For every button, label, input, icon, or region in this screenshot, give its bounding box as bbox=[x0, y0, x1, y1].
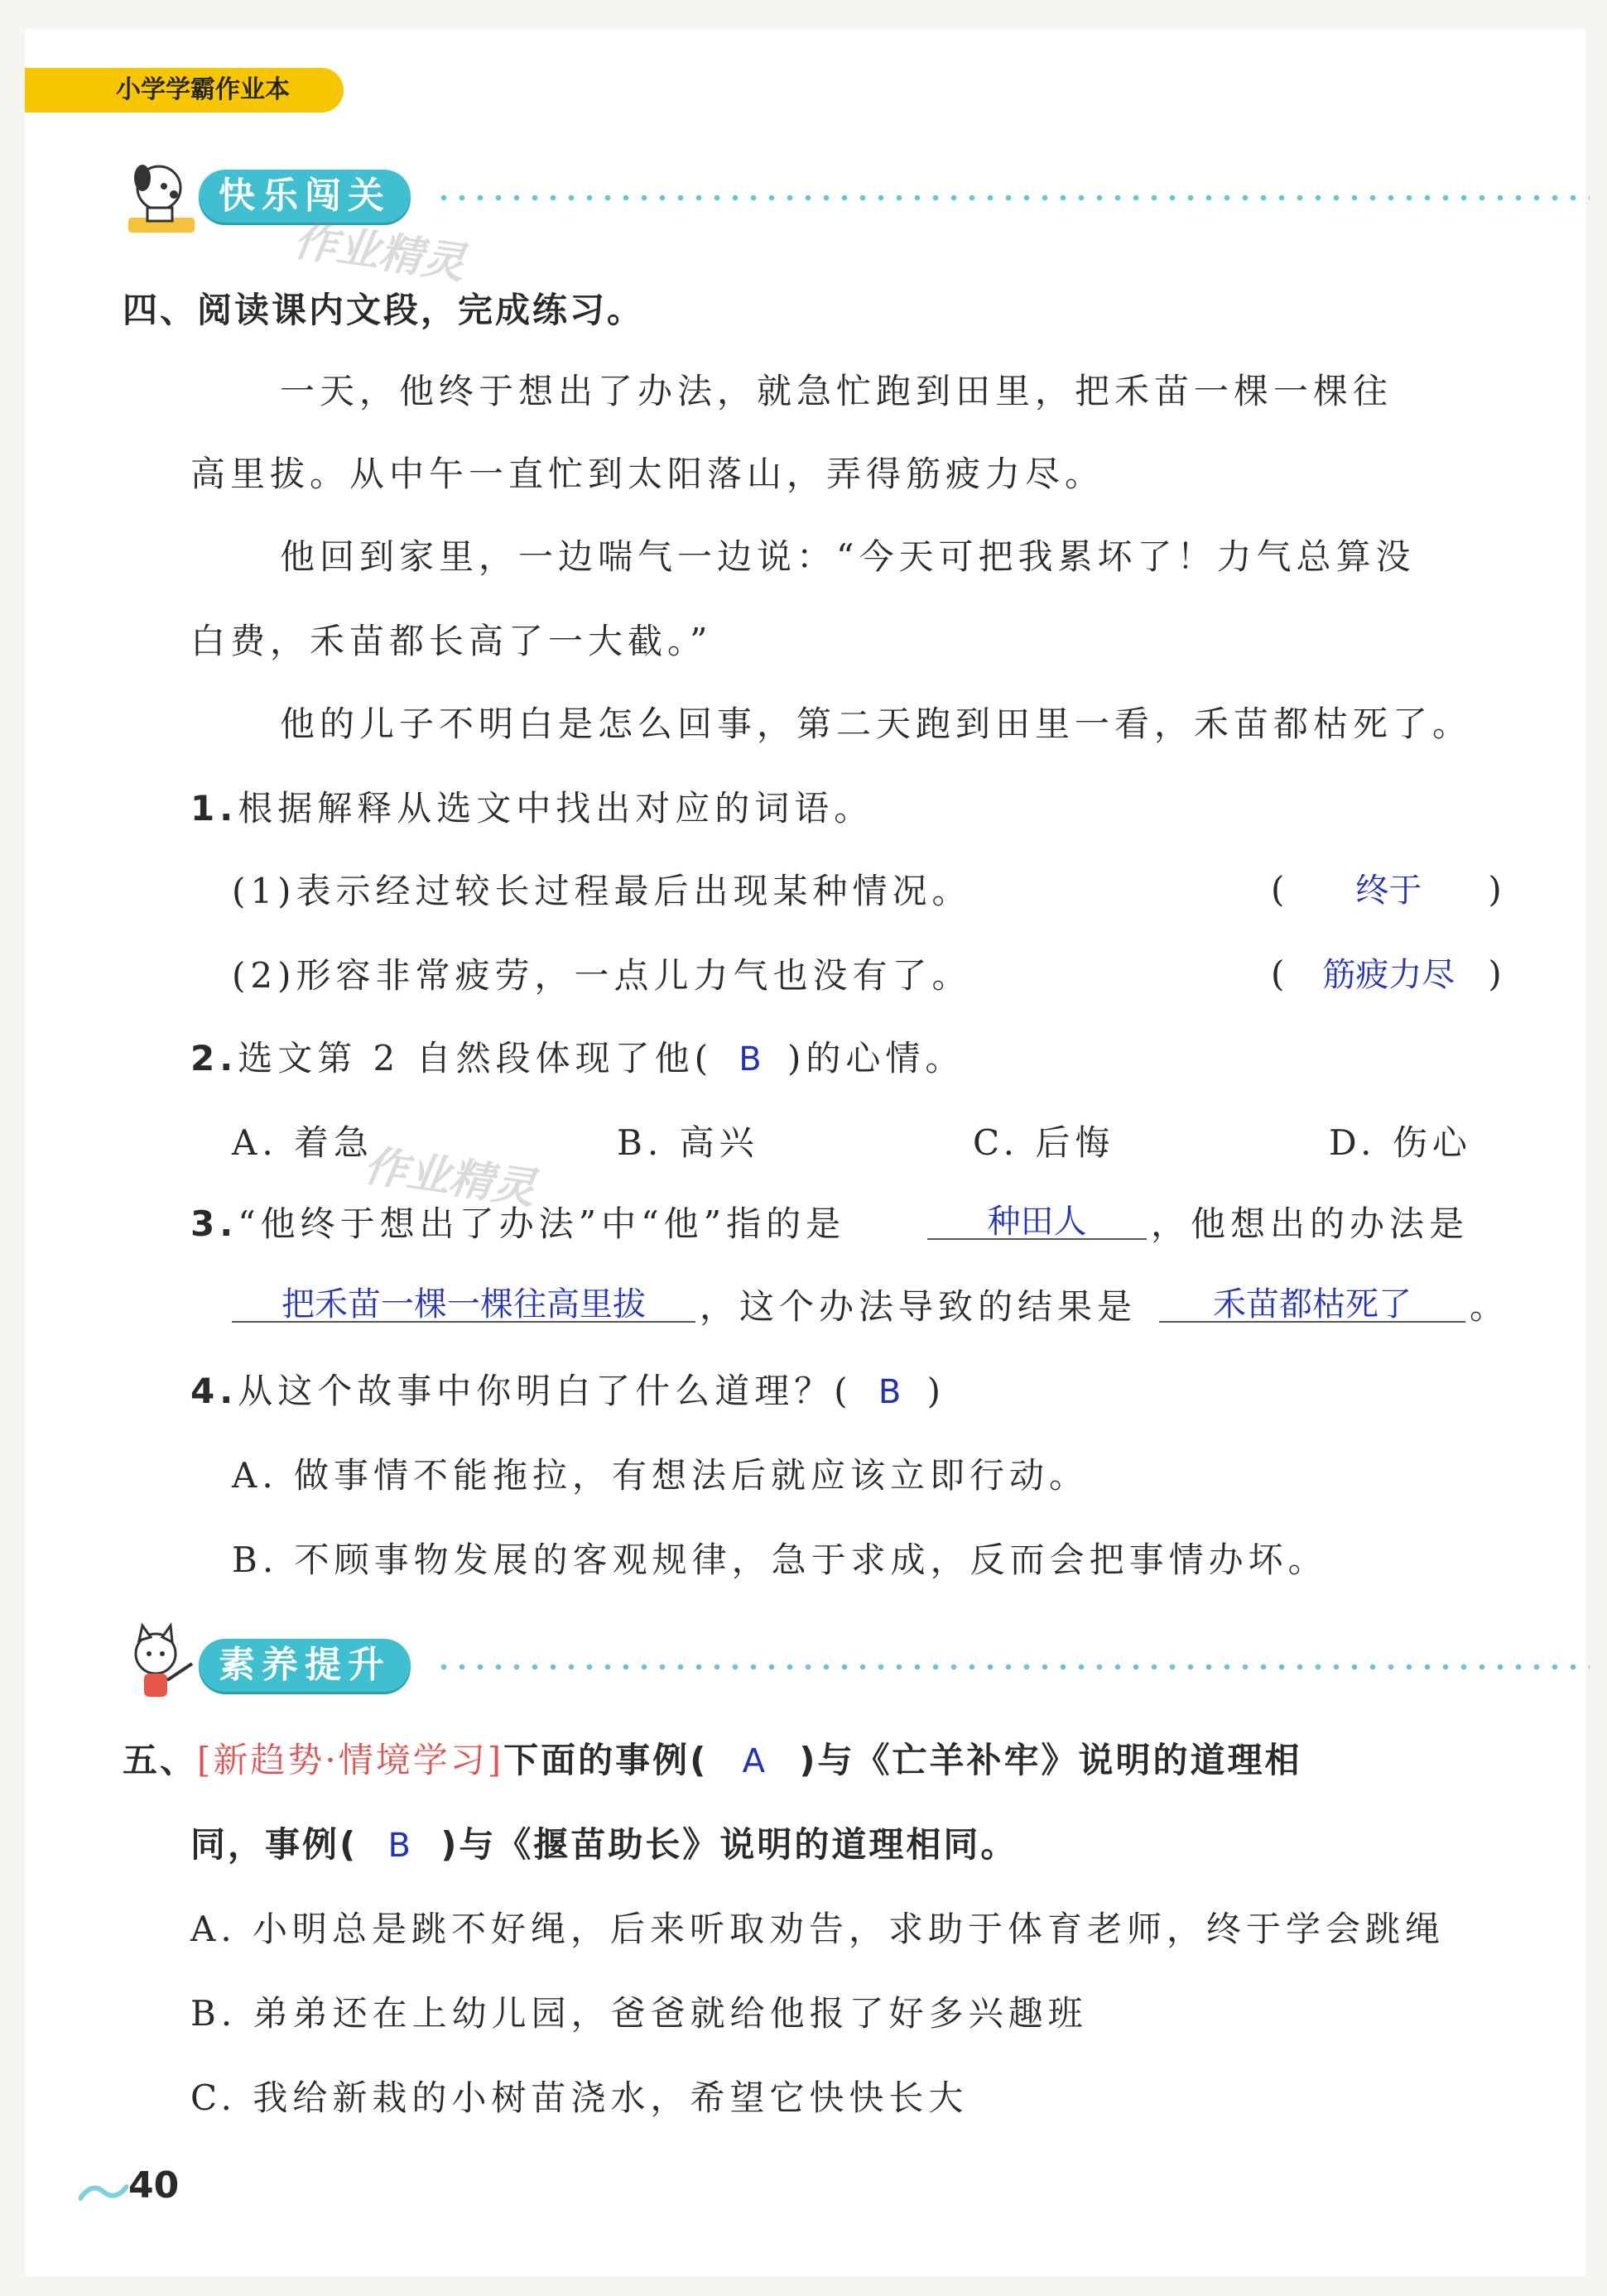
option-5-c: C. 我给新栽的小树苗浇水，希望它快快长大 bbox=[190, 2077, 969, 2118]
answer-5b: B bbox=[387, 1827, 411, 1865]
question-5-line-2 bbox=[190, 1818, 1018, 1867]
option-4-a: A. 做事情不能拖拉，有想法后就应该立即行动。 bbox=[232, 1455, 1090, 1496]
answer-blank-3a bbox=[927, 1195, 1147, 1240]
question-5-text-a: 下面的事例( bbox=[503, 1740, 709, 1780]
option-4-b: B. 不顾事物发展的客观规律，急于求成，反而会把事情办坏。 bbox=[232, 1539, 1328, 1580]
answer-blank-3b bbox=[232, 1278, 695, 1323]
option-5-a: A. 小明总是跳不好绳，后来听取劝告，求助于体育老师，终于学会跳绳 bbox=[190, 1909, 1446, 1949]
subquestion-3-text-a: “他终于想出了办法”中“他”指的是 bbox=[238, 1203, 846, 1244]
answer-blank-3c bbox=[1159, 1278, 1465, 1323]
dog-mascot-icon bbox=[116, 153, 207, 244]
subquestion-4-number: 4. bbox=[190, 1371, 238, 1411]
page-number: 40 bbox=[128, 2164, 180, 2207]
subquestion-3-text-b: ，他想出的办法是 bbox=[1151, 1203, 1470, 1244]
option-2-c: C. 后悔 bbox=[973, 1122, 1115, 1163]
subquestion-1-item-2: (2)形容非常疲劳，一点儿力气也没有了。 bbox=[232, 955, 972, 996]
book-title-tab bbox=[25, 68, 344, 113]
question-5-text-d: )与《揠苗助长》说明的道理相同。 bbox=[440, 1824, 1018, 1865]
answer-5a: A bbox=[742, 1742, 766, 1780]
option-5-b: B. 弟弟还在上幼儿园，爸爸就给他报了好多兴趣班 bbox=[190, 1993, 1088, 2034]
dotted-divider bbox=[435, 1664, 1590, 1670]
option-2-b: B. 高兴 bbox=[617, 1122, 759, 1163]
dotted-divider bbox=[435, 195, 1590, 201]
subquestion-4-text-after: ) bbox=[926, 1371, 945, 1411]
answer-bracket-1: ( 终于 ) bbox=[1271, 864, 1507, 911]
book-title: 小学学霸作业本 bbox=[116, 75, 290, 104]
answer-1-1: 终于 bbox=[1355, 872, 1422, 910]
subquestion-3-number: 3. bbox=[190, 1203, 238, 1244]
wave-decoration-icon bbox=[79, 2178, 128, 2203]
passage-line-2: 高里拔。从中午一直忙到太阳落山，弄得筋疲力尽。 bbox=[190, 454, 1105, 494]
subquestion-4 bbox=[190, 1364, 945, 1414]
answer-3b: 把禾苗一棵一棵往高里拔 bbox=[281, 1285, 646, 1323]
answer-1-2: 筋疲力尽 bbox=[1322, 956, 1455, 994]
answer-3c: 禾苗都枯死了 bbox=[1213, 1285, 1412, 1323]
subquestion-3-text-c: ，这个办法导致的结果是 bbox=[700, 1286, 1138, 1327]
question-5-number: 五、 bbox=[123, 1740, 198, 1780]
subquestion-2-text-after: )的心情。 bbox=[787, 1038, 965, 1078]
answer-3a: 种田人 bbox=[987, 1203, 1087, 1241]
watermark: 作业精灵 bbox=[291, 215, 469, 290]
subquestion-4-text-before: 从这个故事中你明白了什么道理？( bbox=[238, 1371, 853, 1411]
subquestion-2 bbox=[190, 1031, 965, 1081]
cat-mascot-icon bbox=[116, 1622, 207, 1713]
question-5-line-1 bbox=[123, 1733, 1302, 1783]
subquestion-3-end: 。 bbox=[1470, 1286, 1510, 1327]
subquestion-1-number: 1. bbox=[190, 788, 238, 829]
question-5-text-b: )与《亡羊补牢》说明的道理相 bbox=[799, 1740, 1302, 1780]
watermark: 作业精灵 bbox=[361, 1141, 539, 1215]
option-2-a: A. 着急 bbox=[232, 1122, 374, 1163]
answer-bracket-2: ( 筋疲力尽 ) bbox=[1271, 949, 1507, 996]
answer-4: B bbox=[878, 1373, 902, 1411]
passage-line-4: 白费，禾苗都长高了一大截。” bbox=[190, 621, 713, 661]
question-4-title: 四、阅读课内文段，完成练习。 bbox=[123, 290, 645, 330]
question-5-text-c: 同，事例( bbox=[190, 1824, 358, 1865]
subquestion-3-line-1 bbox=[190, 1197, 845, 1246]
answer-2: B bbox=[739, 1040, 762, 1078]
section-banner-literacy bbox=[116, 1622, 1590, 1713]
subquestion-1 bbox=[190, 781, 873, 831]
passage-line-5: 他的儿子不明白是怎么回事，第二天跑到田里一看，禾苗都枯死了。 bbox=[280, 704, 1473, 744]
passage-line-3: 他回到家里，一边喘气一边说：“今天可把我累坏了！力气总算没 bbox=[280, 536, 1416, 577]
subquestion-2-text-before: 选文第 2 自然段体现了他( bbox=[238, 1038, 713, 1078]
section-title-literacy: 素养提升 bbox=[199, 1639, 411, 1692]
question-5-tag: [新趋势·情境学习] bbox=[197, 1740, 504, 1780]
subquestion-1-item-1: (1)表示经过较长过程最后出现某种情况。 bbox=[232, 871, 972, 911]
subquestion-2-number: 2. bbox=[190, 1038, 238, 1078]
option-2-d: D. 伤心 bbox=[1329, 1122, 1472, 1163]
section-title-happy: 快乐闯关 bbox=[199, 170, 411, 223]
passage-line-1: 一天，他终于想出了办法，就急忙跑到田里，把禾苗一棵一棵往 bbox=[280, 371, 1393, 411]
subquestion-1-text: 根据解释从选文中找出对应的词语。 bbox=[238, 788, 874, 829]
